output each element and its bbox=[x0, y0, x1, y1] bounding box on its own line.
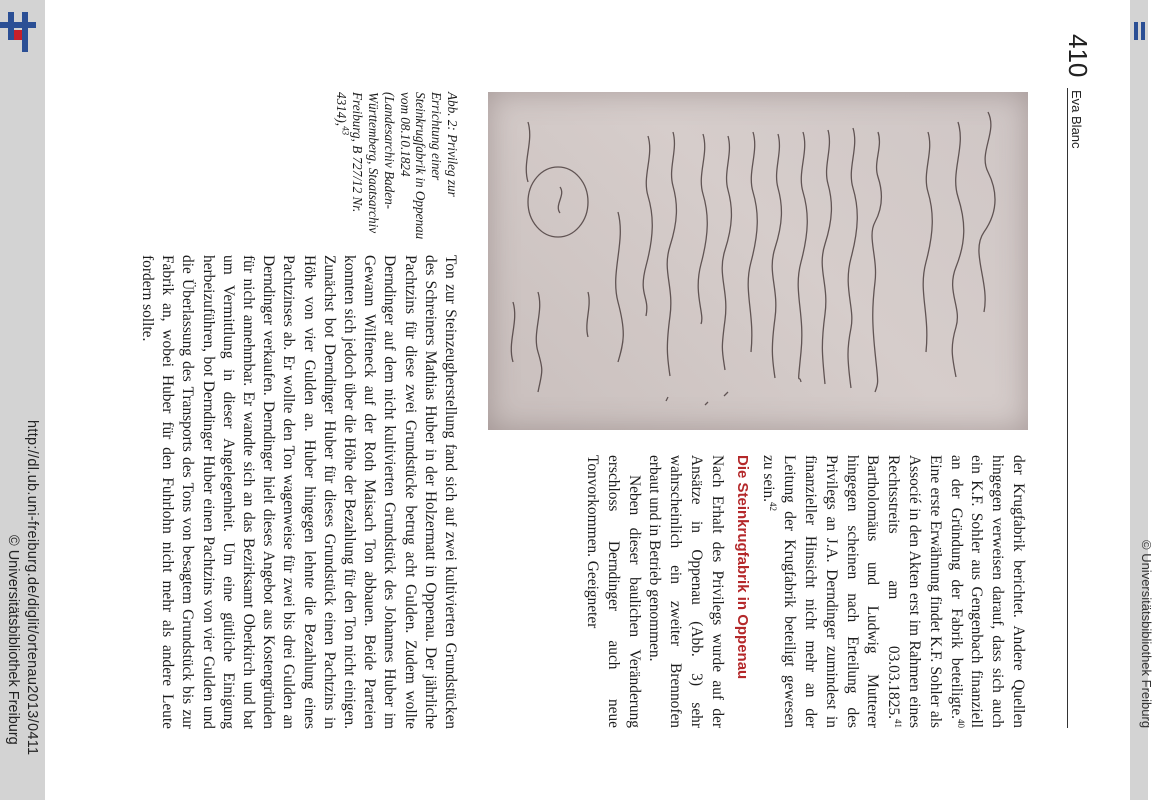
top-clipped-copyright: © Universitätsbibliothek Freiburg bbox=[1139, 540, 1154, 729]
right-paragraph-2: Nach Erhalt des Privilegs wurde auf der Ansätze in Oppenau (Abb. 3) sehr wahrscheinlich ein zweiter Brennofen erbaut und in Betrieb genommen. bbox=[646, 455, 726, 728]
figure-caption bbox=[334, 92, 460, 242]
footnote-ref: 42 bbox=[768, 502, 779, 512]
copyright-notice: © Universitätsbibliothek Freiburg bbox=[5, 535, 21, 745]
manuscript-image bbox=[488, 92, 1028, 430]
source-url-link[interactable]: http://dl.ub.uni-freiburg.de/diglit/ortenau2013/0411 bbox=[24, 420, 40, 756]
bottom-body-text bbox=[137, 255, 460, 729]
footnote-ref: 41 bbox=[893, 719, 904, 728]
handwriting-image bbox=[488, 92, 1028, 430]
right-paragraph-1 bbox=[758, 455, 1028, 728]
text-span: der Krugfabrik berichtet. Andere Quellen hingegen verweisen darauf, dass sich auch ein K.F. Sohler aus Gengenbach finanziell an der Gründung der Fabrik beteiligte. bbox=[947, 455, 1027, 728]
section-heading: Die Steinkrugfabrik in Oppenau bbox=[733, 455, 751, 680]
page-number: 410 bbox=[1063, 34, 1093, 78]
bottom-paragraph: Ton zur Steinzeugherstellung fand sich auf zwei kultivierten Grundstücken des Schreiners Mathias Huber in der Holzermatt in Oppenau. Der jährliche Pachtzins für diese zwei Grundstücke betrug acht Gulden. Zudem wollte Derndinger auf dem nicht kultivierten Grundstück des Johannes Huber im Gewann Wilfeneck auf der Roth Maisach Ton abbauen. Beide Parteien konnten sich jedoch über die Höhe der Bezahlung für den Ton nicht einigen. Zunächst bot Derndinger Huber für dieses Grundstück einen Pachtzins in Höhe von vier Gulden an. Huber hingegen lehnte die Bezahlung eines Pachtzinses ab. Er wollte den Ton wagenweise für zwei bis drei Gulden an Derndinger verkaufen. Derndinger hielt dieses Angebot aus Kostengründen für nicht annehmbar. Er wandte sich an das Bezirksamt Oberkirch und bat um Vermittlung in dieser Angelegenheit. Um eine gütliche Einigung herbeizuführen, bot Derndinger Huber einen Pachtzins von vier Gulden und die Überlassung des Transports des Tons von besagtem Grundstück bis zur Fabrik an, wobei Huber für den Fuhrlohn nicht mehr als andere Leute fordern sollte. bbox=[138, 255, 459, 729]
text-span: Eine erste Erwähnung findet K.F. Sohler als Associé in den Akten erst im Rahmen eines Rechtsstreits am 03.03.1825. bbox=[885, 455, 944, 728]
text-span: Bartholomäus und Ludwig Mutterer hingegen scheinen nach Erteilung des Privilegs an J.A. Derndinger zumindest in finanzieller Hinsicht nicht mehr an der Leitung der Krugfabrik beteiligt gewesen zu sein. bbox=[760, 455, 882, 728]
header-rule bbox=[1067, 88, 1068, 728]
caption-text: Abb. 2: Privileg zur Errichtung einer Steinkrugfabrik in Oppenau vom 08.10.1824 (Landesarchiv Baden-Württemberg, Staatsarchiv Freiburg, B 727/12 Nr. 4314), bbox=[334, 92, 460, 240]
footnote-ref: 43 bbox=[340, 126, 351, 136]
footnote-ref: 40 bbox=[955, 719, 966, 728]
running-head: Eva Blanc bbox=[1069, 90, 1084, 149]
right-text-column bbox=[581, 455, 1028, 728]
right-paragraph-3: Neben dieser baulichen Veränderung erschloss Derndinger auch neue Tonvorkommen. Geeigneter bbox=[584, 455, 643, 728]
